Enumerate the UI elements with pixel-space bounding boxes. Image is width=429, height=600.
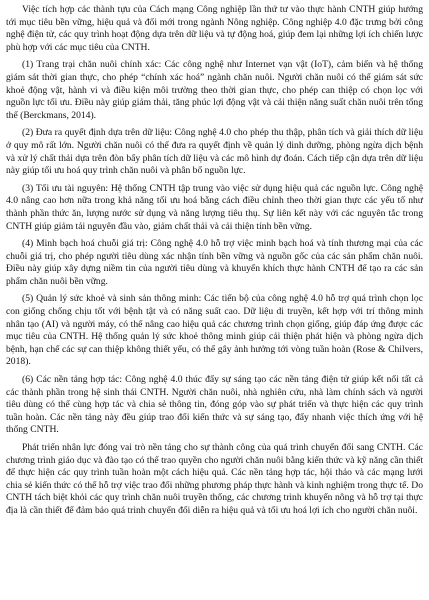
paragraph-data-driven-decisions: (2) Đưa ra quyết định dựa trên dữ liệu: Công nghệ 4.0 cho phép thu thập, phân tích và giải thích dữ liệu ở quy mô rất lớn. Người chăn nuôi có thể đưa ra quyết định về quản lý dinh dưỡng, phòng ngừa dịch bệnh và xử lý chất thải dựa trên đòn bẩy phân tích dữ liệu và các mô hình dự đoán. Cách tiếp cận dựa trên dữ liệu này giúp tối ưu hoá quy trình chăn nuôi và phân bổ nguồn lực.	[6, 127, 423, 177]
paragraph-workforce-development: Phát triển nhân lực đóng vai trò nền tảng cho sự thành công của quá trình chuyển đổi sang CNTH. Các chương trình giáo dục và đào tạo có thể trao quyền cho người chăn nuôi bằng kiến thức và kỹ năng cần thiết để thực hiện các quy trình tuần hoàn một cách hiệu quả. Các nền tảng hợp tác, hội thảo và các mạng lưới chia sẻ kiến thức có thể hỗ trợ việc trao đổi những phương pháp thực hành và kinh nghiệm trong thực tế. Do CNTH tách biệt khỏi các quy trình chăn nuôi truyền thống, các chương trình khuyến nông và hỗ trợ tại thực địa là cần thiết để đảm bảo quá trình chuyển đổi diễn ra hiệu quả và tối ưu hoá lợi ích cho người chăn nuôi.	[6, 442, 423, 516]
paragraph-precision-farming: (1) Trang trại chăn nuôi chính xác: Các công nghệ như Internet vạn vật (IoT), cảm biến và hệ thống giám sát thời gian thực, cho phép “chính xác hoá” ngành chăn nuôi. Người chăn nuôi có thể giám sát sức khoẻ động vật, hành vi và điều kiện môi trường theo thời gian thực, cho phép can thiệp có chọn lọc với nguồn lực tối ưu. Điều này giúp giảm thải, tăng phúc lợi động vật và cải thiện năng suất chăn nuôi trên tổng thể (Berckmans, 2014).	[6, 59, 423, 121]
paragraph-collaborative-platforms: (6) Các nền tảng hợp tác: Công nghệ 4.0 thúc đẩy sự sáng tạo các nền tảng điện tử giúp kết nối tất cả các thành phần trong hệ sinh thái CNTH. Người chăn nuôi, nhà nghiên cứu, nhà làm chính sách và người tiêu dùng có thể cùng hợp tác và chia sẻ thông tin, đóng góp vào sự phát triển và thực hiện các quy trình tuần hoàn. Các nền tảng này đều giúp trao đổi kiến thức và sự sáng tạo, đẩy nhanh việc thích ứng với hệ thống CNTH.	[6, 374, 423, 436]
paragraph-smart-health-breeding: (5) Quản lý sức khoẻ và sinh sản thông minh: Các tiến bộ của công nghệ 4.0 hỗ trợ quá trình chọn lọc con giống chống chịu tốt với bệnh tật và có năng suất cao. Dữ liệu di truyền, kết hợp với trí thông minh nhân tạo (AI) và người máy, có thể nâng cao hiệu quả các chương trình chọn giống, giúp đáp ứng được các mục tiêu của CNTH. Hệ thống quản lý sức khoẻ thông minh giúp cải thiện phát hiện và phòng ngừa dịch bệnh, hạn chế các sự can thiệp không thiết yếu, có thể gây ảnh hưởng tới vòng tuần hoàn (Rose & Chilvers, 2018).	[6, 293, 423, 368]
paragraph-value-chain-transparency: (4) Minh bạch hoá chuỗi giá trị: Công nghệ 4.0 hỗ trợ việc minh bạch hoá và tính thương mại của các chuỗi giá trị, cho phép người tiêu dùng xác nhận tính bền vững và nguồn gốc của các sản phẩm chăn nuôi. Điều này giúp xây dựng niềm tin của người tiêu dùng và khuyến khích thực hành CNTH để tạo ra các sản phẩm chăn nuôi bền vững.	[6, 238, 423, 287]
paragraph-intro: Việc tích hợp các thành tựu của Cách mạng Công nghiệp lần thứ tư vào thực hành CNTH giúp hướng tới mục tiêu bền vững, hiệu quả và đổi mới trong ngành Nông nghiệp. Công nghiệp 4.0 đặc trưng bởi công nghệ điện tử, các quy trình hoạt động dựa trên dữ liệu và tự động hoá, giúp đem lại những lợi ích chiến lược phù hợp với các mục tiêu của CNTH.	[6, 4, 423, 53]
paragraph-resource-optimization: (3) Tối ưu tài nguyên: Hệ thống CNTH tập trung vào việc sử dụng hiệu quả các nguồn lực. Công nghệ 4.0 nâng cao hơn nữa trong khả năng tối ưu hoá bằng cách điều chỉnh theo thời gian thực các yếu tố như thành phần thức ăn, lượng nước sử dụng và năng lượng tiêu thụ. Sự liên kết này với các nguyên tắc trong CNTH giúp giảm tải nguyên đầu vào, giảm chất thải và cải thiện tính bền vững.	[6, 182, 423, 232]
